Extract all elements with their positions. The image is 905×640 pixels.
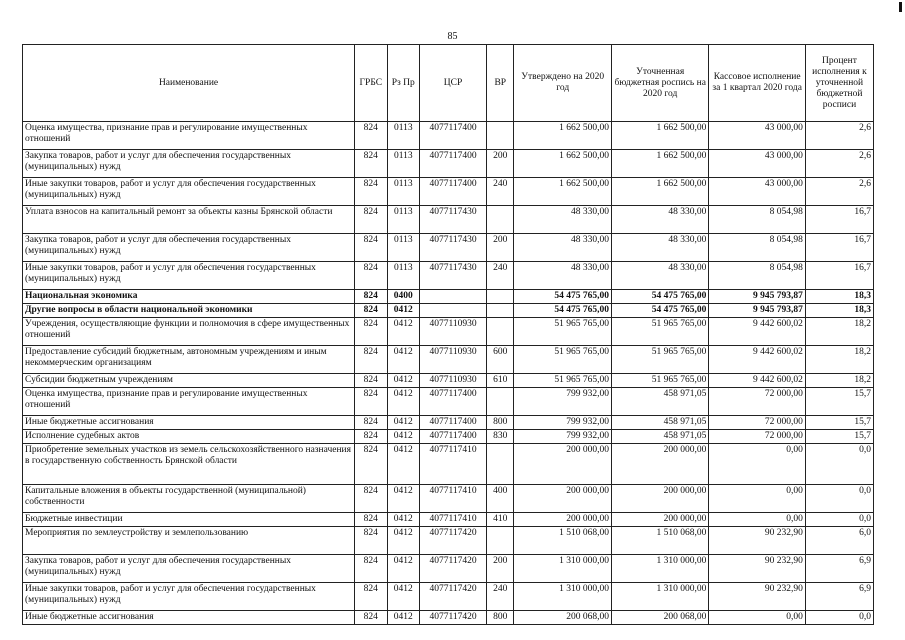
cell-pct: 2,6 <box>805 178 873 206</box>
cell-vr <box>487 206 514 234</box>
cell-pct: 0,0 <box>805 513 873 527</box>
cell-csr: 4077110930 <box>420 374 487 388</box>
cell-pct: 16,7 <box>805 234 873 262</box>
cell-grbs: 824 <box>355 150 387 178</box>
table-row <box>23 527 874 555</box>
cell-csr: 4077117400 <box>420 416 487 430</box>
cell-csr: 4077117420 <box>420 555 487 583</box>
table-row <box>23 485 874 513</box>
cell-approved: 799 932,00 <box>514 416 611 430</box>
cell-grbs: 824 <box>355 234 387 262</box>
cell-refined: 200 000,00 <box>611 444 708 485</box>
page-number: 85 <box>447 31 458 42</box>
cell-name: Субсидии бюджетным учреждениям <box>23 374 355 388</box>
cell-refined: 54 475 765,00 <box>611 304 708 318</box>
cell-refined: 48 330,00 <box>611 206 708 234</box>
cell-name: Иные бюджетные ассигнования <box>23 416 355 430</box>
cell-grbs: 824 <box>355 611 387 625</box>
cell-pct: 18,2 <box>805 346 873 374</box>
cell-vr: 200 <box>487 150 514 178</box>
cell-cash: 72 000,00 <box>709 388 805 416</box>
cell-csr <box>420 304 487 318</box>
cell-grbs: 824 <box>355 513 387 527</box>
cell-refined: 1 662 500,00 <box>611 178 708 206</box>
cell-grbs: 824 <box>355 430 387 444</box>
cell-csr: 4077117400 <box>420 150 487 178</box>
cell-grbs: 824 <box>355 290 387 304</box>
cell-rzpr: 0412 <box>387 485 419 513</box>
cell-cash: 43 000,00 <box>709 178 805 206</box>
cell-vr: 240 <box>487 178 514 206</box>
cell-approved: 48 330,00 <box>514 234 611 262</box>
budget-execution-table <box>22 44 874 625</box>
cell-approved: 54 475 765,00 <box>514 290 611 304</box>
cell-csr: 4077117420 <box>420 583 487 611</box>
cell-rzpr: 0412 <box>387 318 419 346</box>
cell-csr: 4077117420 <box>420 527 487 555</box>
cell-approved: 799 932,00 <box>514 430 611 444</box>
cell-csr: 4077117400 <box>420 430 487 444</box>
cell-refined: 51 965 765,00 <box>611 318 708 346</box>
cell-approved: 1 310 000,00 <box>514 555 611 583</box>
cell-approved: 1 662 500,00 <box>514 178 611 206</box>
cell-refined: 1 510 068,00 <box>611 527 708 555</box>
header-rzpr: Рз Пр <box>387 45 419 122</box>
cell-refined: 458 971,05 <box>611 388 708 416</box>
cell-csr <box>420 290 487 304</box>
cell-pct: 2,6 <box>805 122 873 150</box>
cell-vr <box>487 527 514 555</box>
cell-refined: 1 662 500,00 <box>611 122 708 150</box>
cell-grbs: 824 <box>355 583 387 611</box>
table-row <box>23 234 874 262</box>
cell-vr <box>487 318 514 346</box>
cell-name: Исполнение судебных актов <box>23 430 355 444</box>
cell-grbs: 824 <box>355 262 387 290</box>
header-approved: Утверждено на 2020 год <box>514 45 611 122</box>
cell-cash: 9 945 793,87 <box>709 304 805 318</box>
cell-rzpr: 0412 <box>387 611 419 625</box>
cell-vr: 240 <box>487 262 514 290</box>
header-refined: Уточненная бюджетная роспись на 2020 год <box>611 45 708 122</box>
cell-grbs: 824 <box>355 374 387 388</box>
cell-refined: 51 965 765,00 <box>611 374 708 388</box>
cell-pct: 16,7 <box>805 206 873 234</box>
cell-vr: 240 <box>487 583 514 611</box>
cell-grbs: 824 <box>355 555 387 583</box>
cell-vr: 400 <box>487 485 514 513</box>
cell-rzpr: 0412 <box>387 527 419 555</box>
cell-pct: 6,0 <box>805 527 873 555</box>
cell-pct: 0,0 <box>805 485 873 513</box>
cell-rzpr: 0113 <box>387 150 419 178</box>
cell-csr: 4077117430 <box>420 206 487 234</box>
cell-vr: 800 <box>487 611 514 625</box>
cell-approved: 799 932,00 <box>514 388 611 416</box>
header-csr: ЦСР <box>420 45 487 122</box>
table-row <box>23 122 874 150</box>
cell-cash: 0,00 <box>709 611 805 625</box>
table-row <box>23 513 874 527</box>
cell-approved: 48 330,00 <box>514 206 611 234</box>
cell-cash: 72 000,00 <box>709 416 805 430</box>
table-row <box>23 611 874 625</box>
cell-vr: 800 <box>487 416 514 430</box>
table-row <box>23 374 874 388</box>
cell-rzpr: 0113 <box>387 234 419 262</box>
cell-name: Другие вопросы в области национальной экономики <box>23 304 355 318</box>
cell-approved: 54 475 765,00 <box>514 304 611 318</box>
cell-csr: 4077117400 <box>420 178 487 206</box>
cell-pct: 18,3 <box>805 290 873 304</box>
cell-grbs: 824 <box>355 444 387 485</box>
cell-cash: 72 000,00 <box>709 430 805 444</box>
cell-approved: 200 000,00 <box>514 513 611 527</box>
table-row <box>23 346 874 374</box>
cell-name: Закупка товаров, работ и услуг для обеспечения государственных (муниципальных) нужд <box>23 234 355 262</box>
cell-approved: 51 965 765,00 <box>514 346 611 374</box>
table-row <box>23 555 874 583</box>
header-percent: Процент исполнения к уточненной бюджетной росписи <box>805 45 873 122</box>
table-row <box>23 583 874 611</box>
cell-grbs: 824 <box>355 122 387 150</box>
cell-cash: 9 945 793,87 <box>709 290 805 304</box>
cell-refined: 200 000,00 <box>611 485 708 513</box>
cell-vr <box>487 290 514 304</box>
cell-refined: 1 662 500,00 <box>611 150 708 178</box>
cell-name: Уплата взносов на капитальный ремонт за объекты казны Брянской области <box>23 206 355 234</box>
cell-approved: 1 662 500,00 <box>514 150 611 178</box>
cell-name: Бюджетные инвестиции <box>23 513 355 527</box>
cell-cash: 0,00 <box>709 485 805 513</box>
cell-grbs: 824 <box>355 304 387 318</box>
table-row <box>23 318 874 346</box>
cell-cash: 0,00 <box>709 513 805 527</box>
cell-csr: 4077117410 <box>420 513 487 527</box>
cell-pct: 16,7 <box>805 262 873 290</box>
table-row <box>23 430 874 444</box>
header-vr: ВР <box>487 45 514 122</box>
table-row <box>23 444 874 485</box>
cell-name: Оценка имущества, признание прав и регулирование имущественных отношений <box>23 122 355 150</box>
cell-grbs: 824 <box>355 485 387 513</box>
cell-cash: 8 054,98 <box>709 206 805 234</box>
cell-rzpr: 0412 <box>387 304 419 318</box>
cell-approved: 1 662 500,00 <box>514 122 611 150</box>
cell-vr: 200 <box>487 234 514 262</box>
cell-pct: 18,3 <box>805 304 873 318</box>
cell-grbs: 824 <box>355 206 387 234</box>
cell-grbs: 824 <box>355 527 387 555</box>
cell-cash: 8 054,98 <box>709 262 805 290</box>
table-row <box>23 290 874 304</box>
cell-cash: 0,00 <box>709 444 805 485</box>
cell-cash: 9 442 600,02 <box>709 374 805 388</box>
cell-vr: 610 <box>487 374 514 388</box>
cell-rzpr: 0412 <box>387 388 419 416</box>
cell-approved: 1 510 068,00 <box>514 527 611 555</box>
cell-pct: 15,7 <box>805 416 873 430</box>
cell-approved: 51 965 765,00 <box>514 374 611 388</box>
cell-refined: 1 310 000,00 <box>611 555 708 583</box>
table-row <box>23 388 874 416</box>
cell-approved: 48 330,00 <box>514 262 611 290</box>
cell-name: Иные бюджетные ассигнования <box>23 611 355 625</box>
cell-rzpr: 0412 <box>387 555 419 583</box>
cell-vr: 600 <box>487 346 514 374</box>
cell-name: Иные закупки товаров, работ и услуг для обеспечения государственных (муниципальных) нужд <box>23 583 355 611</box>
cell-vr: 830 <box>487 430 514 444</box>
cell-pct: 6,9 <box>805 555 873 583</box>
cell-vr: 200 <box>487 555 514 583</box>
cell-grbs: 824 <box>355 346 387 374</box>
cell-rzpr: 0412 <box>387 583 419 611</box>
cell-csr: 4077110930 <box>420 318 487 346</box>
scan-edge-mark <box>899 2 902 12</box>
cell-pct: 6,9 <box>805 583 873 611</box>
cell-rzpr: 0412 <box>387 346 419 374</box>
cell-cash: 9 442 600,02 <box>709 346 805 374</box>
table-row <box>23 178 874 206</box>
cell-approved: 200 000,00 <box>514 444 611 485</box>
cell-pct: 15,7 <box>805 430 873 444</box>
cell-csr: 4077117400 <box>420 388 487 416</box>
cell-vr <box>487 444 514 485</box>
cell-name: Приобретение земельных участков из земель сельскохозяйственного назначения в государственную собственность Брянской области <box>23 444 355 485</box>
cell-name: Учреждения, осуществляющие функции и полномочия в сфере имущественных отношений <box>23 318 355 346</box>
cell-cash: 9 442 600,02 <box>709 318 805 346</box>
cell-grbs: 824 <box>355 318 387 346</box>
cell-rzpr: 0412 <box>387 444 419 485</box>
cell-cash: 43 000,00 <box>709 150 805 178</box>
cell-name: Мероприятия по землеустройству и землепользованию <box>23 527 355 555</box>
cell-pct: 15,7 <box>805 388 873 416</box>
cell-vr <box>487 122 514 150</box>
cell-name: Закупка товаров, работ и услуг для обеспечения государственных (муниципальных) нужд <box>23 555 355 583</box>
cell-grbs: 824 <box>355 416 387 430</box>
cell-grbs: 824 <box>355 388 387 416</box>
cell-grbs: 824 <box>355 178 387 206</box>
table-row <box>23 262 874 290</box>
cell-pct: 18,2 <box>805 374 873 388</box>
cell-approved: 200 068,00 <box>514 611 611 625</box>
cell-cash: 8 054,98 <box>709 234 805 262</box>
cell-rzpr: 0113 <box>387 178 419 206</box>
cell-refined: 51 965 765,00 <box>611 346 708 374</box>
header-cash: Кассовое исполнение за 1 квартал 2020 года <box>709 45 805 122</box>
cell-name: Иные закупки товаров, работ и услуг для обеспечения государственных (муниципальных) нужд <box>23 262 355 290</box>
cell-name: Национальная экономика <box>23 290 355 304</box>
cell-name: Иные закупки товаров, работ и услуг для обеспечения государственных (муниципальных) нужд <box>23 178 355 206</box>
table-header-row <box>23 45 874 122</box>
cell-refined: 48 330,00 <box>611 262 708 290</box>
cell-cash: 43 000,00 <box>709 122 805 150</box>
cell-rzpr: 0412 <box>387 430 419 444</box>
cell-refined: 200 000,00 <box>611 513 708 527</box>
cell-csr: 4077117410 <box>420 444 487 485</box>
cell-vr <box>487 304 514 318</box>
cell-refined: 458 971,05 <box>611 416 708 430</box>
cell-name: Закупка товаров, работ и услуг для обеспечения государственных (муниципальных) нужд <box>23 150 355 178</box>
cell-rzpr: 0113 <box>387 262 419 290</box>
cell-name: Предоставление субсидий бюджетным, автономным учреждениям и иным некоммерческим организациям <box>23 346 355 374</box>
cell-cash: 90 232,90 <box>709 555 805 583</box>
cell-refined: 458 971,05 <box>611 430 708 444</box>
cell-csr: 4077117420 <box>420 611 487 625</box>
table-row <box>23 150 874 178</box>
cell-pct: 0,0 <box>805 611 873 625</box>
cell-cash: 90 232,90 <box>709 527 805 555</box>
cell-pct: 0,0 <box>805 444 873 485</box>
cell-csr: 4077117430 <box>420 234 487 262</box>
table-row <box>23 206 874 234</box>
cell-rzpr: 0113 <box>387 122 419 150</box>
cell-rzpr: 0400 <box>387 290 419 304</box>
cell-csr: 4077117400 <box>420 122 487 150</box>
cell-cash: 90 232,90 <box>709 583 805 611</box>
cell-vr <box>487 388 514 416</box>
cell-approved: 51 965 765,00 <box>514 318 611 346</box>
cell-pct: 2,6 <box>805 150 873 178</box>
cell-csr: 4077117430 <box>420 262 487 290</box>
cell-refined: 200 068,00 <box>611 611 708 625</box>
cell-csr: 4077110930 <box>420 346 487 374</box>
cell-pct: 18,2 <box>805 318 873 346</box>
cell-refined: 48 330,00 <box>611 234 708 262</box>
cell-rzpr: 0412 <box>387 513 419 527</box>
cell-refined: 1 310 000,00 <box>611 583 708 611</box>
cell-rzpr: 0113 <box>387 206 419 234</box>
cell-csr: 4077117410 <box>420 485 487 513</box>
cell-name: Капитальные вложения в объекты государственной (муниципальной) собственности <box>23 485 355 513</box>
cell-rzpr: 0412 <box>387 374 419 388</box>
table-row <box>23 304 874 318</box>
header-name: Наименование <box>23 45 355 122</box>
cell-approved: 200 000,00 <box>514 485 611 513</box>
cell-vr: 410 <box>487 513 514 527</box>
cell-approved: 1 310 000,00 <box>514 583 611 611</box>
cell-refined: 54 475 765,00 <box>611 290 708 304</box>
cell-rzpr: 0412 <box>387 416 419 430</box>
table-row <box>23 416 874 430</box>
header-grbs: ГРБС <box>355 45 387 122</box>
cell-name: Оценка имущества, признание прав и регулирование имущественных отношений <box>23 388 355 416</box>
